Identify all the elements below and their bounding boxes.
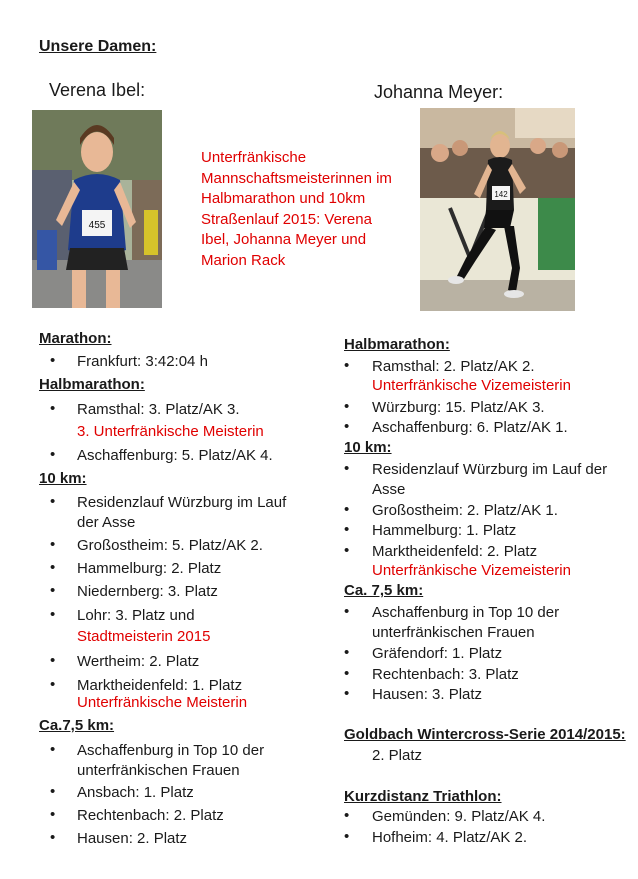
championship-note: Unterfränkische Meisterin [77, 694, 248, 711]
runner-photo-verena [32, 110, 162, 308]
bullet-icon: • [50, 829, 56, 846]
bullet-icon: • [344, 807, 350, 824]
bullet-icon: • [50, 536, 56, 553]
section-heading-10km: 10 km: [344, 439, 392, 456]
bullet-icon: • [344, 542, 350, 559]
bullet-icon: • [50, 446, 56, 463]
section-heading-triathlon: Kurzdistanz Triathlon: [344, 788, 502, 805]
bullet-icon: • [344, 685, 350, 702]
bullet-icon: • [50, 582, 56, 599]
runner-photo-johanna [420, 108, 575, 311]
section-heading-7-5km: Ca.7,5 km: [39, 717, 115, 734]
team-championship-caption: Unterfränkische Mannschaftsmeisterinnen im Halbmarathon und 10km Straßenlauf 2015: Verena Ibel, Johanna Meyer und Marion Rack [201, 149, 392, 269]
bullet-icon: • [344, 665, 350, 682]
runner-photo-icon [32, 110, 162, 308]
section-heading-halbmarathon: Halbmarathon: [39, 376, 145, 393]
bullet-icon: • [50, 741, 56, 758]
bullet-icon: • [50, 652, 56, 669]
championship-note: Unterfränkische Vizemeisterin [372, 562, 571, 579]
page-title: Unsere Damen: [39, 38, 157, 55]
championship-note: Unterfränkische Vizemeisterin [372, 377, 571, 394]
bullet-icon: • [50, 806, 56, 823]
bullet-icon: • [344, 828, 350, 845]
bullet-icon: • [50, 400, 56, 417]
bullet-icon: • [344, 521, 350, 538]
runner-photo-icon [420, 108, 575, 311]
bullet-icon: • [344, 460, 350, 477]
championship-note: 3. Unterfränkische Meisterin [77, 423, 264, 440]
section-heading-marathon: Marathon: [39, 330, 112, 347]
profile-name-johanna: Johanna Meyer: [374, 82, 504, 102]
bullet-icon: • [344, 398, 350, 415]
section-heading-halbmarathon: Halbmarathon: [344, 336, 450, 353]
bullet-icon: • [344, 501, 350, 518]
bullet-icon: • [50, 676, 56, 693]
bullet-icon: • [344, 603, 350, 620]
section-heading-7-5km: Ca. 7,5 km: [344, 582, 424, 599]
goldbach-result: 2. Platz [372, 747, 423, 764]
championship-note: Stadtmeisterin 2015 [77, 628, 211, 645]
bullet-icon: • [50, 493, 56, 510]
profile-name-verena: Verena Ibel: [49, 80, 146, 100]
bullet-icon: • [344, 418, 350, 435]
bullet-icon: • [50, 783, 56, 800]
bullet-icon: • [50, 559, 56, 576]
section-heading-10km: 10 km: [39, 470, 87, 487]
bib-number: 455 [88, 220, 106, 231]
bullet-icon: • [50, 352, 56, 369]
bullet-icon: • [344, 644, 350, 661]
section-heading-goldbach: Goldbach Wintercross-Serie 2014/2015: [344, 726, 626, 743]
bullet-icon: • [50, 606, 56, 623]
bib-number: 142 [494, 190, 508, 199]
bullet-icon: • [344, 357, 350, 374]
